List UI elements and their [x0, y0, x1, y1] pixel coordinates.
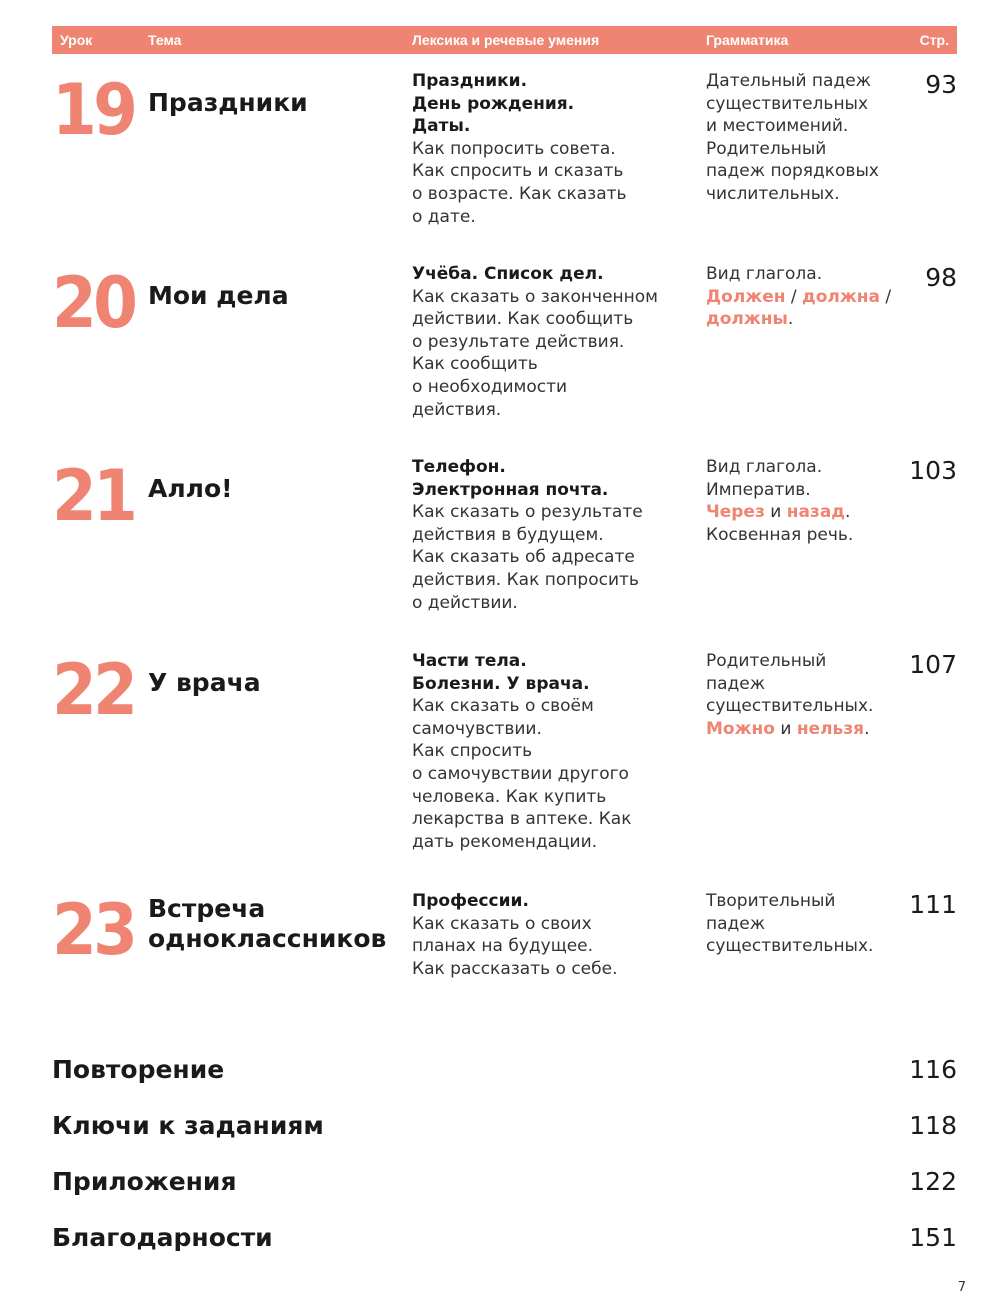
grammar-line: числительных. — [706, 183, 840, 204]
grammar-line: Вид глагола. — [706, 264, 823, 284]
lesson-grammar — [706, 890, 906, 958]
vocab-line: Как сказать о результате — [412, 502, 643, 523]
header-grammar: Грамматика — [706, 32, 789, 48]
vocab-line: Как сказать о законченном — [412, 286, 658, 307]
lesson-vocabulary — [412, 70, 697, 228]
vocab-heading-line: Праздники. — [412, 71, 528, 91]
vocab-heading-line: Телефон. — [412, 457, 506, 477]
vocab-line: лекарства в аптеке. Как — [412, 809, 632, 830]
grammar-text: и — [774, 718, 797, 739]
vocab-heading-line: Болезни. У врача. — [412, 673, 590, 694]
extra-section-page: 122 — [909, 1167, 957, 1196]
grammar-line — [706, 718, 906, 741]
extra-section-label: Благодарности — [52, 1223, 273, 1252]
header-page: Стр. — [919, 32, 949, 48]
vocab-heading-line: Даты. — [412, 116, 471, 137]
lesson-number: 21 — [52, 455, 135, 537]
vocab-line: Как сообщить — [412, 354, 538, 375]
lesson-number: 22 — [52, 649, 135, 731]
grammar-highlight: Через — [706, 502, 765, 523]
lesson-page-number: 111 — [909, 890, 957, 919]
extra-section-page: 151 — [909, 1223, 957, 1252]
grammar-line: Императив. — [706, 479, 811, 500]
header-vocab: Лексика и речевые умения — [412, 32, 600, 48]
vocab-line: человека. Как купить — [412, 786, 607, 807]
grammar-line: существительных. — [706, 696, 874, 717]
grammar-line — [706, 308, 906, 331]
toc-header-bar — [52, 26, 957, 54]
lesson-page-number: 98 — [925, 263, 957, 292]
vocab-line: Как сказать о своих — [412, 913, 592, 934]
lesson-grammar — [706, 70, 906, 206]
lesson-vocabulary — [412, 650, 697, 853]
grammar-text: . — [787, 309, 794, 330]
grammar-line: Родительный — [706, 651, 827, 671]
vocab-heading-line: Части тела. — [412, 651, 527, 671]
grammar-line: падеж — [706, 913, 766, 934]
grammar-highlight: Должен — [706, 286, 786, 307]
grammar-line — [706, 286, 906, 309]
extra-section-row — [52, 1111, 957, 1145]
grammar-line: существительных — [706, 93, 869, 114]
vocab-line: действия. — [412, 399, 502, 420]
vocab-line: о результате действия. — [412, 331, 625, 352]
vocab-line: Как сказать об адресате — [412, 547, 635, 568]
vocab-heading-line: Профессии. — [412, 891, 529, 911]
grammar-line: Родительный — [706, 138, 827, 159]
grammar-line: Косвенная речь. — [706, 524, 854, 545]
lesson-grammar — [706, 650, 906, 740]
extra-section-row — [52, 1223, 957, 1257]
vocab-line: Как попросить совета. — [412, 138, 616, 159]
lesson-number: 19 — [52, 69, 135, 151]
grammar-highlight: должна — [802, 286, 881, 307]
lesson-topic: Праздники — [148, 88, 308, 117]
vocab-line: о необходимости — [412, 376, 568, 397]
lesson-grammar — [706, 263, 906, 331]
grammar-text: . — [845, 502, 851, 523]
vocab-line: планах на будущее. — [412, 936, 594, 957]
grammar-text: и — [764, 502, 787, 523]
lesson-number: 20 — [52, 262, 135, 344]
lesson-page-number: 93 — [925, 70, 957, 99]
header-lesson: Урок — [60, 32, 93, 48]
extra-section-page: 116 — [909, 1055, 957, 1084]
grammar-highlight: нельзя — [796, 718, 865, 739]
lesson-topic: У врача — [148, 668, 261, 697]
extra-section-row — [52, 1167, 957, 1201]
vocab-line: действия. Как попросить — [412, 569, 639, 590]
vocab-line: Как рассказать о себе. — [412, 958, 618, 979]
grammar-text: / — [785, 286, 803, 307]
grammar-line: падеж порядковых — [706, 161, 879, 182]
lesson-grammar — [706, 456, 906, 546]
extra-section-row — [52, 1055, 957, 1089]
vocab-line: о дате. — [412, 206, 476, 227]
grammar-line — [706, 501, 906, 524]
lesson-number: 23 — [52, 889, 135, 971]
lesson-topic: Алло! — [148, 474, 233, 503]
grammar-highlight: должны — [706, 309, 788, 330]
extra-section-label: Ключи к заданиям — [52, 1111, 324, 1140]
vocab-line: Как сказать о своём — [412, 696, 594, 717]
grammar-highlight: назад — [786, 502, 846, 523]
grammar-line: Вид глагола. — [706, 457, 823, 477]
page-number: 7 — [957, 1280, 966, 1295]
vocab-line: действия в будущем. — [412, 524, 604, 545]
grammar-line: Дательный падеж — [706, 71, 871, 91]
grammar-line: падеж — [706, 673, 766, 694]
lesson-topic: Встреча одноклассников — [148, 894, 387, 953]
vocab-line: Как спросить и сказать — [412, 161, 624, 182]
lesson-vocabulary — [412, 890, 697, 980]
lesson-page-number: 107 — [909, 650, 957, 679]
lesson-topic: Мои дела — [148, 281, 289, 310]
lesson-vocabulary — [412, 456, 697, 614]
extra-section-label: Повторение — [52, 1055, 225, 1084]
extra-section-label: Приложения — [52, 1167, 237, 1196]
vocab-line: Как спросить — [412, 741, 533, 762]
vocab-line: действии. Как сообщить — [412, 309, 634, 330]
grammar-text: / — [880, 286, 892, 307]
vocab-heading-line: День рождения. — [412, 93, 575, 114]
grammar-line: Творительный — [706, 891, 836, 911]
grammar-line: существительных. — [706, 936, 874, 957]
vocab-heading-line: Электронная почта. — [412, 479, 609, 500]
grammar-highlight: Можно — [706, 718, 775, 739]
grammar-text: . — [864, 718, 870, 739]
grammar-line: и местоимений. — [706, 116, 849, 137]
lesson-page-number: 103 — [909, 456, 957, 485]
vocab-heading-line: Учёба. Список дел. — [412, 264, 604, 284]
vocab-line: о возрасте. Как сказать — [412, 183, 627, 204]
header-topic: Тема — [148, 32, 182, 48]
lesson-vocabulary — [412, 263, 697, 421]
vocab-line: самочувствии. — [412, 718, 542, 739]
vocab-line: о самочувствии другого — [412, 763, 629, 784]
vocab-line: о действии. — [412, 592, 518, 613]
extra-section-page: 118 — [909, 1111, 957, 1140]
vocab-line: дать рекомендации. — [412, 831, 598, 852]
